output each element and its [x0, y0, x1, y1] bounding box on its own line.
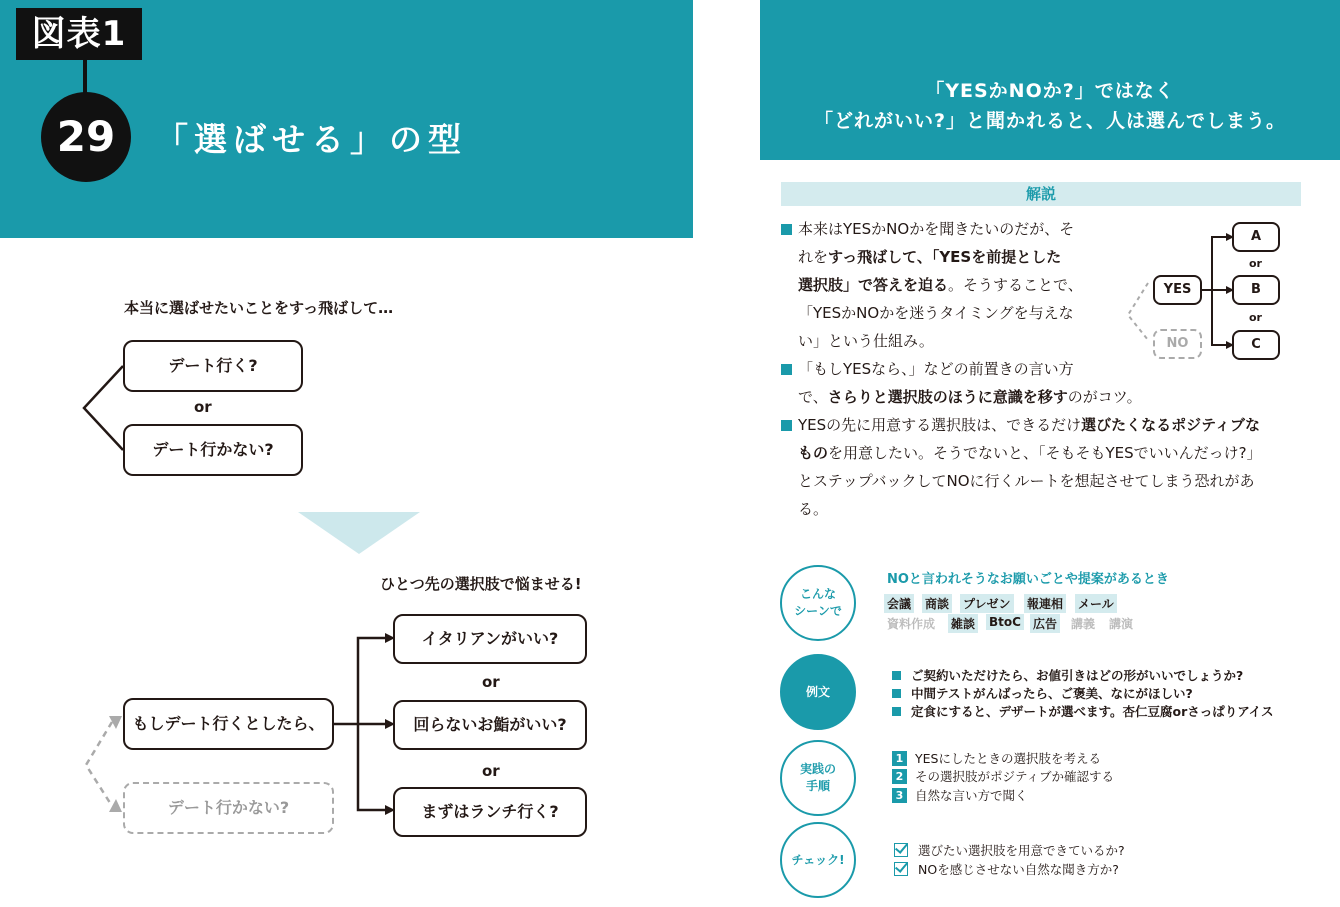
check-item: NOを感じさせない自然な聞き方か?	[894, 860, 1119, 878]
after-or-2: or	[482, 762, 500, 780]
scene-tag: 商談	[922, 594, 952, 613]
option-box-2: 回らないお鮨がいい?	[393, 700, 587, 750]
figure-label: 図表1	[16, 8, 142, 60]
p1-line-2: れをすっ飛ばして、「YESを前提とした	[798, 248, 1062, 266]
before-box-nogo: デート行かない?	[123, 424, 303, 476]
scene-circle: こんな シーンで	[780, 565, 856, 641]
scene-tag: 講義	[1071, 617, 1096, 631]
step-item: 3 自然な言い方で聞く	[892, 786, 1028, 804]
p3-line-3: とステップバックしてNOに行くルートを想起させてしまう恐れがあ	[798, 472, 1255, 490]
bullet-3	[781, 420, 792, 431]
after-or-1: or	[482, 673, 500, 691]
before-fork-line	[84, 366, 123, 450]
down-triangle	[298, 512, 420, 554]
p1-line-5: い」という仕組み。	[798, 332, 934, 350]
step-item: 1 YESにしたときの選択肢を考える	[892, 749, 1101, 767]
option-box-3: まずはランチ行く?	[393, 787, 587, 837]
diagram-or-2: or	[1249, 311, 1262, 324]
diagram-option-c: C	[1232, 330, 1280, 360]
p2-line-1: 「もしYESなら、」などの前置きの言い方	[798, 360, 1074, 378]
scene-tag: 広告	[1030, 614, 1060, 633]
diagram-option-b: B	[1232, 275, 1280, 305]
kaisetsu-heading: 解説	[781, 182, 1301, 206]
examples-circle: 例文	[780, 654, 856, 730]
scene-tag: BtoC	[986, 614, 1024, 630]
bullet-2	[781, 364, 792, 375]
checkbox-icon	[894, 862, 908, 876]
scene-tag: 資料作成	[887, 617, 936, 631]
diagram-or-1: or	[1249, 257, 1262, 270]
example-item: 定食にすると、デザートが選べます。杏仁豆腐orさっぱりアイス	[892, 702, 1274, 720]
alt-box: デート行かない?	[123, 782, 334, 834]
p1-line-3: 選択肢」で答えを迫る。そうすることで、	[798, 276, 1083, 294]
p1-line-1: 本来はYESかNOかを聞きたいのだが、そ	[798, 220, 1075, 238]
example-item: 中間テストがんばったら、ご褒美、なにがほしい?	[892, 684, 1193, 702]
check-item: 選びたい選択肢を用意できているか?	[894, 841, 1125, 859]
before-box-go: デート行く?	[123, 340, 303, 392]
diagram-option-a: A	[1232, 222, 1280, 252]
dashed-fork	[86, 722, 112, 806]
scene-tag: 雑談	[948, 614, 978, 633]
p2-line-2: で、さらりと選択肢のほうに意識を移すのがコツ。	[798, 388, 1142, 406]
scene-tag: プレゼン	[960, 594, 1014, 613]
steps-circle: 実践の 手順	[780, 740, 856, 816]
intro-caption: 本当に選ばせたいことをすっ飛ばして…	[124, 299, 394, 317]
page-title: 「選ばせる」の型	[155, 120, 467, 159]
check-circle: チェック!	[780, 822, 856, 898]
p1-line-4: 「YESかNOかを迷うタイミングを与えな	[798, 304, 1074, 322]
checkbox-icon	[894, 843, 908, 857]
header-line-2: 「どれがいい?」と聞かれると、人は選んでしまう。	[813, 110, 1287, 132]
header-line-1: 「YESかNOか?」ではなく	[925, 80, 1175, 102]
scene-heading: NOと言われそうなお願いごとや提案があるとき	[887, 572, 1169, 587]
scene-tag: 報連相	[1024, 594, 1066, 613]
option-box-1: イタリアンがいい?	[393, 614, 587, 664]
premise-box: もしデート行くとしたら、	[123, 698, 334, 750]
step-item: 2 その選択肢がポジティブか確認する	[892, 767, 1114, 785]
bullet-1	[781, 224, 792, 235]
section-number: 29	[41, 92, 131, 182]
p3-line-1: YESの先に用意する選択肢は、できるだけ選びたくなるポジティブな	[798, 416, 1260, 434]
scene-tag: メール	[1075, 594, 1117, 613]
p3-line-4: る。	[798, 500, 829, 518]
p3-line-2: ものを用意したい。そうでないと、「そもそもYESでいいんだっけ?」	[798, 444, 1262, 462]
scene-tag: 講演	[1109, 617, 1134, 631]
diagram-yes-box: YES	[1153, 275, 1202, 305]
after-caption: ひとつ先の選択肢で悩ませる!	[380, 575, 582, 593]
example-item: ご契約いただけたら、お値引きはどの形がいいでしょうか?	[892, 666, 1243, 684]
scene-tag: 会議	[884, 594, 914, 613]
diagram-no-box: NO	[1153, 329, 1202, 359]
before-or: or	[194, 398, 212, 416]
dashed-arrow-down	[109, 799, 122, 812]
